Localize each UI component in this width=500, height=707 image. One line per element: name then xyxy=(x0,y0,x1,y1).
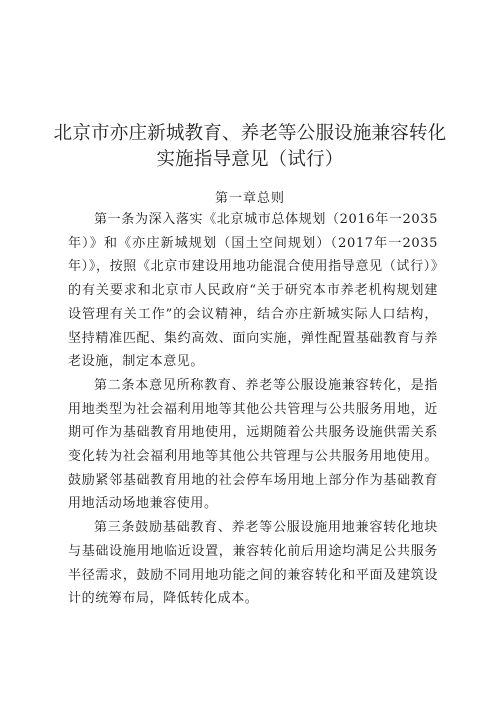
article-1: 第一条为深入落实《北京城市总体规划（2016年一2035年）》和《亦庄新城规划（国土空间规划）（2017年一2035年）》，按照《北京市建设用地功能混合使用指导意见（试行）》的有关要求和北京市人民政府“关于研究本市养老机构规划建设管理有关工作”的会议精神，结合亦庄新城实际人口结构，坚持精准匹配、集约高效、面向实施，弹性配置基础教育与养老设施，制定本意见。 xyxy=(68,212,438,370)
document-title-line-1: 北京市亦庄新城教育、养老等公服设施兼容转化 xyxy=(53,123,447,144)
chapter-heading: 第一章总则 xyxy=(214,191,285,206)
article-2: 第二条本意见所称教育、养老等公服设施兼容转化，是指用地类型为社会福利用地等其他公共管理与公共服务用地，近期可作为基础教育用地使用，远期随着公共服务设施供需关系变化转为社会福利用地等其他公共管理与公共服务用地使用。鼓励紧邻基础教育用地的社会停车场用地上部分作为基础教育用地活动场地兼容使用。 xyxy=(68,377,438,512)
article-3: 第三条鼓励基础教育、养老等公服设施用地兼容转化地块与基础设施用地临近设置，兼容转化前后用途均满足公共服务半径需求，鼓励不同用地功能之间的兼容转化和平面及建筑设计的统筹布局，降低转化成本。 xyxy=(68,520,438,607)
document-title-line-2: 实施指导意见（试行） xyxy=(156,149,344,170)
document-body xyxy=(68,208,438,611)
